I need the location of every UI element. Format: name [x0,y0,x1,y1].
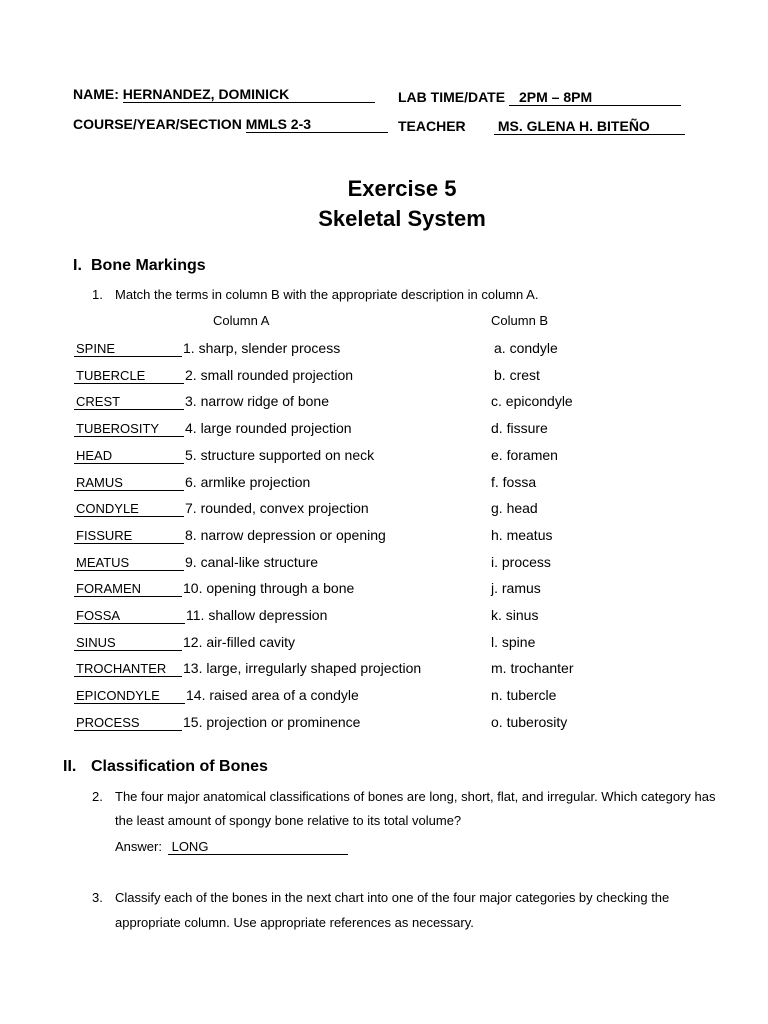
description: 3. narrow ridge of bone [185,393,329,409]
page-title: Exercise 5 [347,176,457,201]
description: 12. air-filled cavity [183,634,296,650]
option: j. ramus [491,580,541,596]
name-label: NAME: [73,86,119,102]
description: 13. large, irregularly shaped projection [183,660,422,676]
column-a-header: Column A [213,313,270,328]
question-1-number: 1. [92,287,103,302]
question-3-line-2: appropriate column. Use appropriate references as necessary. [115,915,474,930]
option: e. foramen [491,447,558,463]
option: m. trochanter [491,660,574,676]
description: 7. rounded, convex projection [185,500,369,516]
description: 5. structure supported on neck [185,447,375,463]
description: 10. opening through a bone [183,580,355,596]
section-2-number: II. [63,758,77,775]
answer-line [115,839,348,855]
question-3-line-1: Classify each of the bones in the next chart into one of the four major categories by checking the [115,890,670,905]
answer-blank: TROCHANTER [74,661,182,677]
answer-blank: RAMUS [74,475,184,491]
option: f. fossa [491,474,537,490]
answer-label: Answer: [115,839,162,854]
question-3-number: 3. [92,890,103,905]
answer-blank: TUBEROSITY [74,421,184,437]
lab-line [398,89,681,106]
answer-blank: FISSURE [74,528,184,544]
answer-blank: CONDYLE [74,501,184,517]
description: 1. sharp, slender process [183,340,341,356]
description: 14. raised area of a condyle [186,687,359,703]
lab-label: LAB TIME/DATE [398,89,506,105]
answer-blank: EPICONDYLE [74,688,185,704]
option: c. epicondyle [491,393,573,409]
answer-blank: FORAMEN [74,581,182,597]
question-1-instruction: Match the terms in column B with the appropriate description in column A. [115,287,539,302]
option: d. fissure [491,420,548,436]
answer-blank: HEAD [74,448,184,464]
description: 6. armlike projection [185,474,311,490]
answer-blank: SINUS [74,635,182,651]
section-1-number: I. [73,257,82,274]
description: 2. small rounded projection [185,367,354,383]
answer-blank: TUBERCLE [74,368,184,384]
course-label: COURSE/YEAR/SECTION [73,116,242,132]
description: 8. narrow depression or opening [185,527,386,543]
answer-blank: CREST [74,394,184,410]
name-value: HERNANDEZ, DOMINICK [123,86,375,103]
question-2-line-2: the least amount of spongy bone relative to its total volume? [115,813,462,828]
description: 4. large rounded projection [185,420,352,436]
section-1-title: Bone Markings [91,257,206,274]
section-2-title: Classification of Bones [91,758,268,775]
page-subtitle: Skeletal System [318,206,486,231]
answer-blank: FOSSA [74,608,185,624]
answer-blank: SPINE [74,341,182,357]
teacher-line [398,118,685,135]
option: n. tubercle [491,687,557,703]
description: 9. canal-like structure [185,554,319,570]
lab-value: 2PM – 8PM [509,89,681,106]
option: k. sinus [491,607,539,623]
description: 15. projection or prominence [183,714,361,730]
option: l. spine [491,634,536,650]
option: h. meatus [491,527,553,543]
option: b. crest [494,367,540,383]
description: 11. shallow depression [186,607,328,623]
question-2-number: 2. [92,789,103,804]
teacher-label: TEACHER [398,118,466,134]
answer-blank: MEATUS [74,555,184,571]
answer-blank: PROCESS [74,715,182,731]
course-line [73,116,388,133]
course-value: MMLS 2-3 [246,116,388,133]
teacher-value: MS. GLENA H. BITEÑO [494,118,685,135]
question-2-line-1: The four major anatomical classifications of bones are long, short, flat, and irregular. Which category has [115,789,716,804]
column-b-header: Column B [491,313,549,328]
name-line [73,86,375,103]
option: a. condyle [494,340,558,356]
option: o. tuberosity [491,714,568,730]
option: g. head [491,500,538,516]
option: i. process [491,554,551,570]
answer-value: LONG [168,839,348,855]
